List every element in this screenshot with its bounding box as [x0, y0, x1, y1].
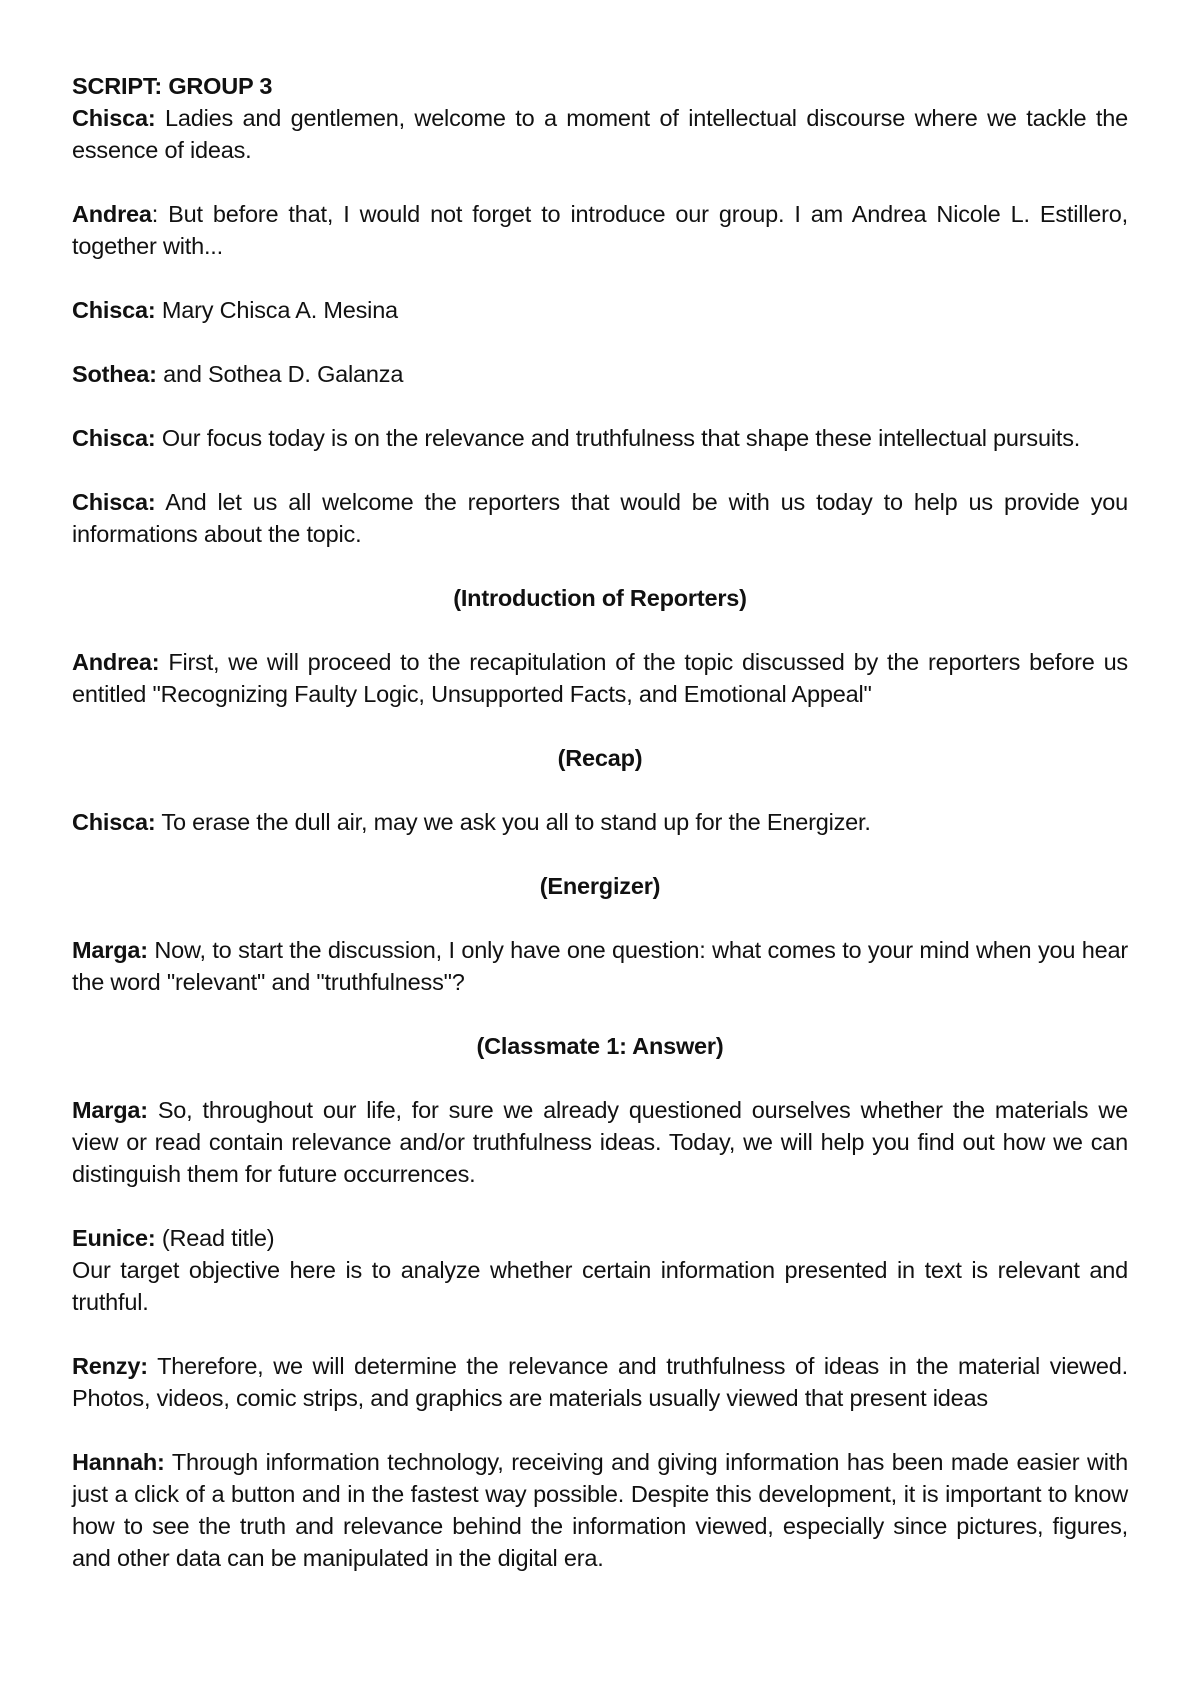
- dialogue-text: Ladies and gentlemen, welcome to a moment of intellectual discourse where we tackle the essence of ideas.: [72, 105, 1128, 163]
- dialogue-paragraph: [72, 646, 1128, 710]
- dialogue-paragraph: [72, 198, 1128, 262]
- dialogue-paragraph: [72, 1350, 1128, 1414]
- stage-direction: (Recap): [557, 745, 643, 771]
- dialogue-text: and Sothea D. Galanza: [156, 361, 404, 387]
- speaker-name: Marga:: [72, 937, 148, 963]
- dialogue-paragraph: [72, 1222, 1128, 1318]
- speaker-name: Chisca:: [72, 425, 156, 451]
- dialogue-text: (Read title): [155, 1225, 275, 1251]
- speaker-name: Marga:: [72, 1097, 148, 1123]
- speaker-name: Chisca:: [72, 489, 156, 515]
- stage-direction: (Energizer): [539, 873, 661, 899]
- speaker-name: Renzy:: [72, 1353, 148, 1379]
- dialogue-paragraph: [72, 422, 1128, 454]
- dialogue-text-continued: Our target objective here is to analyze whether certain information presented in text is relevant and truthful.: [72, 1257, 1128, 1315]
- script-title: SCRIPT: GROUP 3: [72, 73, 273, 99]
- speaker-name: Andrea:: [72, 649, 160, 675]
- dialogue-text: And let us all welcome the reporters that would be with us today to help us provide you informations about the topic.: [72, 489, 1128, 547]
- dialogue-text: First, we will proceed to the recapitulation of the topic discussed by the reporters before us entitled "Recognizing Faulty Logic, Unsupported Facts, and Emotional Appeal": [72, 649, 1128, 707]
- dialogue-text: : But before that, I would not forget to introduce our group. I am Andrea Nicole L. Estillero, together with...: [72, 201, 1128, 259]
- dialogue-text: Through information technology, receiving and giving information has been made easier with just a click of a button and in the fastest way possible. Despite this development, it is important to know how to see the truth and relevance behind the information viewed, especially since pictures, figures, and other data can be manipulated in the digital era.: [72, 1449, 1128, 1571]
- dialogue-text: Now, to start the discussion, I only have one question: what comes to your mind when you hear the word "relevant" and "truthfulness"?: [72, 937, 1128, 995]
- dialogue-text: So, throughout our life, for sure we already questioned ourselves whether the materials we view or read contain relevance and/or truthfulness ideas. Today, we will help you find out how we can distinguish them for future occurrences.: [72, 1097, 1128, 1187]
- speaker-name: Chisca:: [72, 297, 156, 323]
- dialogue-paragraph: [72, 358, 1128, 390]
- speaker-name: Eunice:: [72, 1225, 156, 1251]
- speaker-name: Andrea: [72, 201, 152, 227]
- dialogue-paragraph: [72, 806, 1128, 838]
- dialogue-paragraph: [72, 294, 1128, 326]
- speaker-name: Hannah:: [72, 1449, 165, 1475]
- dialogue-paragraph: [72, 1094, 1128, 1190]
- dialogue-text: Mary Chisca A. Mesina: [155, 297, 398, 323]
- dialogue-paragraph: [72, 486, 1128, 550]
- dialogue-text: To erase the dull air, may we ask you all to stand up for the Energizer.: [155, 809, 871, 835]
- speaker-name: Chisca:: [72, 105, 156, 131]
- stage-direction: (Classmate 1: Answer): [476, 1033, 724, 1059]
- dialogue-paragraph: [72, 1446, 1128, 1574]
- dialogue-paragraph: [72, 934, 1128, 998]
- speaker-name: Sothea:: [72, 361, 157, 387]
- document-page: [72, 70, 1128, 1606]
- speaker-name: Chisca:: [72, 809, 156, 835]
- dialogue-paragraph: [72, 102, 1128, 166]
- stage-direction: (Introduction of Reporters): [453, 585, 747, 611]
- dialogue-text: Therefore, we will determine the relevance and truthfulness of ideas in the material viewed. Photos, videos, comic strips, and graphics are materials usually viewed that present ideas: [72, 1353, 1128, 1411]
- dialogue-text: Our focus today is on the relevance and truthfulness that shape these intellectual pursuits.: [155, 425, 1081, 451]
